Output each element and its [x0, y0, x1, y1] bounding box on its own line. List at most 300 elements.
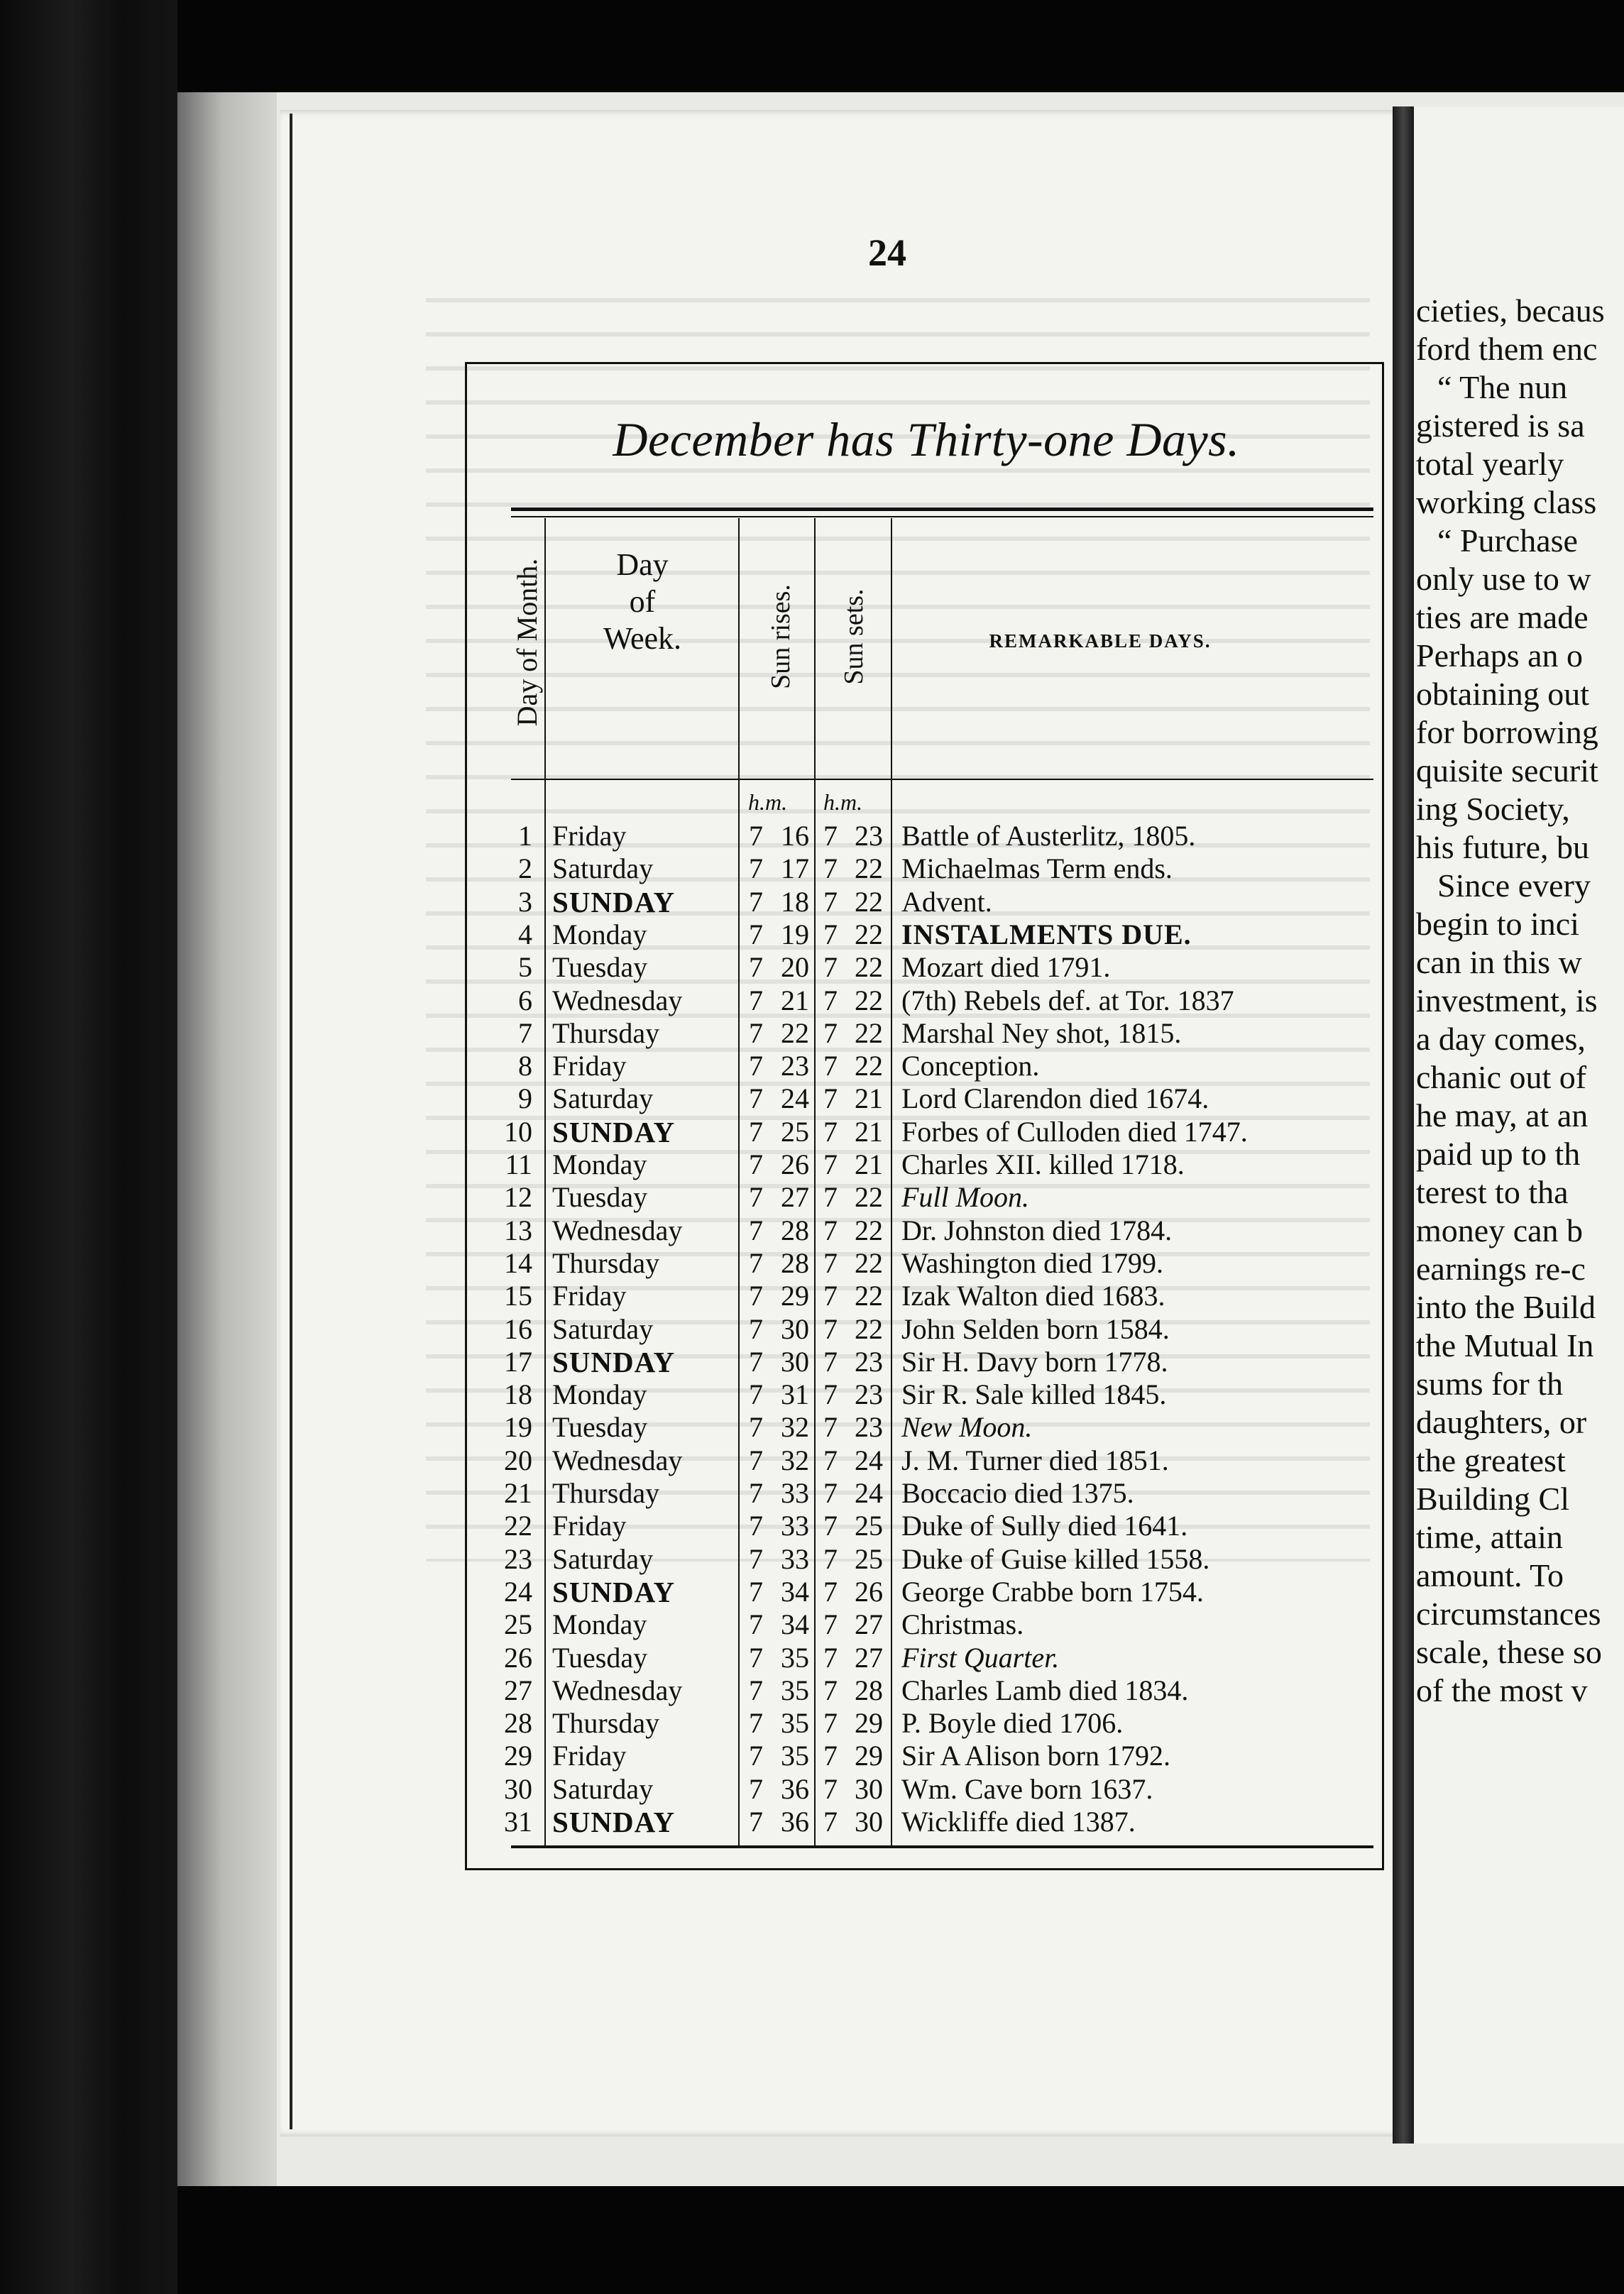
remarkable-day-cell: Lord Clarendon died 1674. [901, 1082, 1209, 1115]
right-page-line: circumstances [1416, 1596, 1601, 1632]
sunset-minute-cell: 29 [855, 1740, 883, 1772]
weekday-cell: Thursday [552, 1707, 660, 1740]
calendar-row [0, 918, 1624, 951]
sunset-hour-cell: 7 [823, 1082, 838, 1115]
sunrise-minute-cell: 20 [781, 951, 809, 984]
sunset-hour-cell: 7 [823, 820, 838, 852]
sunrise-hour-cell: 7 [749, 1016, 763, 1049]
weekday-cell: Wednesday [552, 1674, 683, 1706]
right-page-line: daughters, or [1416, 1404, 1587, 1440]
sunrise-minute-cell: 33 [781, 1510, 809, 1542]
sunrise-hour-cell: 7 [749, 820, 763, 852]
weekday-cell: Friday [552, 1280, 627, 1312]
sunset-minute-cell: 22 [855, 951, 883, 984]
sunrise-hour-cell: 7 [749, 1280, 763, 1312]
sunrise-hour-cell: 7 [749, 852, 763, 885]
right-page-line: paid up to th [1416, 1136, 1581, 1172]
calendar-row [0, 1773, 1624, 1806]
day-of-month-cell: 7 [518, 1016, 532, 1049]
header-bottom-rule [511, 779, 1373, 780]
day-of-month-cell: 16 [504, 1312, 532, 1345]
sunrise-minute-cell: 33 [781, 1477, 809, 1509]
weekday-cell: Saturday [552, 852, 654, 885]
remarkable-day-cell: P. Boyle died 1706. [901, 1707, 1124, 1740]
right-page-line: chanic out of [1416, 1059, 1587, 1095]
sunset-minute-cell: 22 [855, 852, 883, 885]
weekday-cell: Thursday [552, 1016, 660, 1049]
sunset-hour-cell: 7 [823, 1181, 838, 1214]
sunset-hour-cell: 7 [823, 1444, 838, 1476]
remarkable-day-cell: Izak Walton died 1683. [901, 1280, 1165, 1312]
sunset-hour-cell: 7 [823, 1772, 838, 1805]
sunset-minute-cell: 21 [855, 1082, 883, 1115]
right-page-line: Perhaps an o [1416, 637, 1584, 674]
calendar-row [0, 984, 1624, 1017]
sunset-minute-cell: 24 [855, 1444, 883, 1476]
day-of-month-cell: 22 [504, 1510, 532, 1542]
calendar-row [0, 1806, 1624, 1838]
right-page-line: ties are made [1416, 599, 1589, 635]
sunrise-hour-cell: 7 [749, 1148, 763, 1180]
sunset-hour-cell: 7 [823, 1674, 838, 1706]
sunset-hour-cell: 7 [823, 1707, 838, 1740]
day-of-month-cell: 23 [504, 1542, 532, 1575]
day-of-month-cell: 8 [518, 1050, 532, 1082]
day-of-month-cell: 25 [504, 1608, 532, 1641]
sunset-hour-cell: 7 [823, 1345, 838, 1378]
calendar-row [0, 1148, 1624, 1181]
sunset-hour-cell: 7 [823, 951, 838, 984]
sunrise-hour-cell: 7 [749, 984, 763, 1016]
sunrise-minute-cell: 27 [781, 1181, 809, 1214]
sunset-hour-cell: 7 [823, 1246, 838, 1279]
right-page-line: ing Society, [1416, 791, 1570, 827]
sunset-minute-cell: 22 [855, 1214, 883, 1246]
sunrise-hour-cell: 7 [749, 1740, 763, 1772]
sunrise-minute-cell: 29 [781, 1280, 809, 1312]
month-title: December has Thirty-one Days. [613, 412, 1240, 466]
sunrise-minute-cell: 35 [781, 1707, 809, 1740]
sunrise-hour-cell: 7 [749, 1806, 763, 1838]
header-dow-line: Week. [603, 621, 682, 656]
sunrise-hour-cell: 7 [749, 1345, 763, 1378]
right-page-line: working class [1416, 484, 1597, 520]
table-bottom-rule [511, 1845, 1373, 1848]
sunset-minute-cell: 27 [855, 1641, 883, 1674]
header-sun-rises: Sun rises. [766, 584, 796, 689]
sunrise-minute-cell: 28 [781, 1246, 809, 1279]
remarkable-day-cell: John Selden born 1584. [901, 1312, 1170, 1345]
header-day-of-week [554, 547, 731, 657]
day-of-month-cell: 31 [504, 1806, 532, 1838]
sunrise-minute-cell: 32 [781, 1411, 809, 1444]
sunrise-hour-cell: 7 [749, 951, 763, 984]
sunrise-hour-cell: 7 [749, 1772, 763, 1805]
sunset-hour-cell: 7 [823, 1740, 838, 1772]
header-rule-thick [511, 507, 1373, 511]
sunset-minute-cell: 25 [855, 1510, 883, 1542]
remarkable-day-cell: Dr. Johnston died 1784. [901, 1214, 1173, 1246]
sunset-hour-cell: 7 [823, 1214, 838, 1246]
sunrise-hour-cell: 7 [749, 1181, 763, 1214]
sunrise-hour-cell: 7 [749, 1542, 763, 1575]
day-of-month-cell: 28 [504, 1707, 532, 1740]
sunrise-minute-cell: 31 [781, 1378, 809, 1411]
sunrise-hour-cell: 7 [749, 1608, 763, 1641]
remarkable-day-cell: Sir R. Sale killed 1845. [901, 1378, 1167, 1411]
sunrise-hour-cell: 7 [749, 1477, 763, 1509]
remarkable-day-cell: Charles Lamb died 1834. [901, 1674, 1189, 1706]
sunrise-minute-cell: 30 [781, 1312, 809, 1345]
sunrise-hour-cell: 7 [749, 1575, 763, 1608]
right-page-line: earnings re-c [1416, 1251, 1586, 1287]
right-page-line: “ The nun [1437, 369, 1568, 405]
weekday-cell: Monday [552, 918, 647, 950]
sunrise-hour-cell: 7 [749, 1444, 763, 1476]
right-page-line: obtaining out [1416, 676, 1590, 712]
sunrise-minute-cell: 22 [781, 1016, 809, 1049]
sunrise-minute-cell: 28 [781, 1214, 809, 1246]
header-day-of-month: Day of Month. [511, 558, 543, 727]
day-of-month-cell: 29 [504, 1740, 532, 1772]
weekday-cell: Saturday [552, 1772, 654, 1805]
right-page-line: he may, at an [1416, 1097, 1589, 1134]
day-of-month-cell: 13 [504, 1214, 532, 1246]
day-of-month-cell: 18 [504, 1378, 532, 1411]
sunrise-minute-cell: 33 [781, 1542, 809, 1575]
sunrise-minute-cell: 19 [781, 918, 809, 950]
sunset-hour-cell: 7 [823, 1477, 838, 1509]
day-of-month-cell: 6 [518, 984, 532, 1016]
sunrise-minute-cell: 35 [781, 1674, 809, 1706]
right-page-line: time, attain [1416, 1519, 1563, 1555]
remarkable-day-cell: Wickliffe died 1387. [901, 1806, 1136, 1838]
remarkable-day-cell: Wm. Cave born 1637. [901, 1772, 1153, 1805]
day-of-month-cell: 12 [504, 1181, 532, 1214]
day-of-month-cell: 17 [504, 1345, 532, 1378]
weekday-cell: Saturday [552, 1312, 654, 1345]
right-page-line: into the Build [1416, 1289, 1596, 1325]
sunset-minute-cell: 23 [855, 820, 883, 852]
calendar-row [0, 1017, 1624, 1050]
right-page-line: amount. To [1416, 1557, 1564, 1593]
unit-label-rises: h.m. [748, 789, 788, 815]
sunrise-hour-cell: 7 [749, 1082, 763, 1115]
sunset-minute-cell: 22 [855, 885, 883, 918]
page-number: 24 [868, 231, 906, 274]
remarkable-day-cell: Sir A Alison born 1792. [901, 1740, 1170, 1772]
remarkable-day-cell: Charles XII. killed 1718. [901, 1148, 1185, 1180]
weekday-cell: Wednesday [552, 984, 683, 1016]
sunrise-minute-cell: 23 [781, 1050, 809, 1082]
sunrise-hour-cell: 7 [749, 918, 763, 950]
remarkable-day-cell: Mozart died 1791. [901, 951, 1111, 984]
calendar-row [0, 1181, 1624, 1214]
calendar-row [0, 886, 1624, 918]
right-page-line: Building Cl [1416, 1481, 1569, 1517]
header-remarkable-days: REMARKABLE DAYS. [989, 630, 1212, 652]
sunrise-hour-cell: 7 [749, 1214, 763, 1246]
sunrise-minute-cell: 30 [781, 1345, 809, 1378]
remarkable-day-cell: INSTALMENTS DUE. [901, 918, 1192, 950]
sunset-hour-cell: 7 [823, 1806, 838, 1838]
sunset-minute-cell: 23 [855, 1378, 883, 1411]
sunrise-hour-cell: 7 [749, 1641, 763, 1674]
sunrise-minute-cell: 34 [781, 1575, 809, 1608]
calendar-row [0, 1510, 1624, 1542]
calendar-row [0, 1313, 1624, 1346]
header-dow-line: of [629, 584, 656, 619]
remarkable-day-cell: J. M. Turner died 1851. [901, 1444, 1169, 1476]
day-of-month-cell: 1 [518, 820, 532, 852]
day-of-month-cell: 21 [504, 1477, 532, 1509]
calendar-row [0, 1346, 1624, 1378]
remarkable-day-cell: Washington died 1799. [901, 1246, 1163, 1279]
right-page-line: scale, these so [1416, 1634, 1602, 1670]
day-of-month-cell: 19 [504, 1411, 532, 1444]
day-of-month-cell: 3 [518, 885, 532, 918]
sunrise-minute-cell: 36 [781, 1806, 809, 1838]
right-page-line: a day comes, [1416, 1021, 1586, 1057]
right-page-line: gistered is sa [1416, 407, 1585, 444]
weekday-cell: Tuesday [552, 1181, 648, 1214]
sunset-minute-cell: 22 [855, 984, 883, 1016]
sunset-hour-cell: 7 [823, 918, 838, 950]
sunset-minute-cell: 22 [855, 1280, 883, 1312]
calendar-row [0, 1411, 1624, 1444]
sunset-hour-cell: 7 [823, 1378, 838, 1411]
day-of-month-cell: 9 [518, 1082, 532, 1115]
calendar-row [0, 1608, 1624, 1641]
weekday-cell: Friday [552, 1740, 627, 1772]
calendar-row [0, 1082, 1624, 1115]
day-of-month-cell: 24 [504, 1575, 532, 1608]
sunrise-minute-cell: 32 [781, 1444, 809, 1476]
right-page-line: cieties, becaus [1416, 292, 1605, 329]
calendar-row [0, 820, 1624, 852]
right-page-line: total yearly [1416, 446, 1564, 482]
day-of-month-cell: 30 [504, 1772, 532, 1805]
sunset-minute-cell: 23 [855, 1345, 883, 1378]
sunrise-minute-cell: 34 [781, 1608, 809, 1641]
weekday-cell: Wednesday [552, 1444, 683, 1476]
right-page-line: the Mutual In [1416, 1327, 1594, 1363]
sunrise-hour-cell: 7 [749, 1378, 763, 1411]
day-of-month-cell: 5 [518, 951, 532, 984]
calendar-row [0, 1214, 1624, 1247]
sunset-minute-cell: 25 [855, 1542, 883, 1575]
weekday-cell: Monday [552, 1378, 647, 1411]
calendar-row [0, 852, 1624, 885]
calendar-row [0, 1050, 1624, 1082]
sunrise-hour-cell: 7 [749, 1411, 763, 1444]
sunset-hour-cell: 7 [823, 1411, 838, 1444]
weekday-cell: Saturday [552, 1082, 654, 1115]
right-page-line: for borrowing [1416, 714, 1598, 750]
right-page-line: quisite securit [1416, 752, 1598, 789]
remarkable-day-cell: Sir H. Davy born 1778. [901, 1345, 1168, 1378]
day-of-month-cell: 15 [504, 1280, 532, 1312]
weekday-cell: Wednesday [552, 1214, 683, 1246]
header-rule-thin [511, 516, 1373, 517]
weekday-cell: Friday [552, 820, 627, 852]
sunrise-hour-cell: 7 [749, 1674, 763, 1706]
remarkable-day-cell: Boccacio died 1375. [901, 1477, 1134, 1509]
sunset-hour-cell: 7 [823, 1608, 838, 1641]
calendar-row [0, 1444, 1624, 1477]
weekday-cell: Friday [552, 1510, 627, 1542]
remarkable-day-cell: (7th) Rebels def. at Tor. 1837 [901, 984, 1234, 1016]
sunrise-hour-cell: 7 [749, 885, 763, 918]
header-sun-sets: Sun sets. [839, 588, 869, 685]
sunset-minute-cell: 22 [855, 1016, 883, 1049]
sunset-minute-cell: 29 [855, 1707, 883, 1740]
sunset-minute-cell: 22 [855, 1312, 883, 1345]
weekday-cell: SUNDAY [552, 1575, 676, 1608]
sunset-hour-cell: 7 [823, 1050, 838, 1082]
sunrise-minute-cell: 25 [781, 1115, 809, 1148]
sunset-hour-cell: 7 [823, 1510, 838, 1542]
calendar-row [0, 1642, 1624, 1674]
sunrise-hour-cell: 7 [749, 1115, 763, 1148]
sunset-minute-cell: 24 [855, 1477, 883, 1509]
weekday-cell: SUNDAY [552, 1345, 676, 1378]
sunset-minute-cell: 23 [855, 1411, 883, 1444]
calendar-row [0, 951, 1624, 984]
sunset-minute-cell: 21 [855, 1148, 883, 1180]
remarkable-day-cell: Full Moon. [901, 1181, 1029, 1214]
remarkable-day-cell: George Crabbe born 1754. [901, 1575, 1204, 1608]
sunset-hour-cell: 7 [823, 885, 838, 918]
right-page-line: Since every [1437, 867, 1591, 904]
remarkable-day-cell: Michaelmas Term ends. [901, 852, 1173, 885]
sunrise-minute-cell: 18 [781, 885, 809, 918]
remarkable-day-cell: Forbes of Culloden died 1747. [901, 1115, 1248, 1148]
sunset-hour-cell: 7 [823, 1115, 838, 1148]
sunset-hour-cell: 7 [823, 984, 838, 1016]
calendar-row [0, 1378, 1624, 1411]
sunset-minute-cell: 22 [855, 1246, 883, 1279]
day-of-month-cell: 20 [504, 1444, 532, 1476]
weekday-cell: Monday [552, 1148, 647, 1180]
calendar-row [0, 1740, 1624, 1772]
weekday-cell: Tuesday [552, 1641, 648, 1674]
right-page-line: money can b [1416, 1212, 1584, 1248]
sunrise-minute-cell: 17 [781, 852, 809, 885]
sunrise-hour-cell: 7 [749, 1246, 763, 1279]
sunrise-hour-cell: 7 [749, 1707, 763, 1740]
sunrise-minute-cell: 26 [781, 1148, 809, 1180]
sunrise-hour-cell: 7 [749, 1050, 763, 1082]
header-dow-line: Day [616, 547, 669, 582]
weekday-cell: SUNDAY [552, 1115, 676, 1148]
day-of-month-cell: 26 [504, 1641, 532, 1674]
calendar-row [0, 1116, 1624, 1148]
sunset-hour-cell: 7 [823, 1312, 838, 1345]
sunrise-minute-cell: 24 [781, 1082, 809, 1115]
weekday-cell: Saturday [552, 1542, 654, 1575]
sunrise-hour-cell: 7 [749, 1510, 763, 1542]
right-page-line: ford them enc [1416, 331, 1598, 367]
sunset-minute-cell: 28 [855, 1674, 883, 1706]
right-page-line: only use to w [1416, 561, 1591, 597]
sunrise-hour-cell: 7 [749, 1312, 763, 1345]
sunset-hour-cell: 7 [823, 1542, 838, 1575]
right-page-line: the greatest [1416, 1442, 1566, 1478]
weekday-cell: Tuesday [552, 951, 648, 984]
sunset-hour-cell: 7 [823, 852, 838, 885]
right-page-line: terest to tha [1416, 1174, 1569, 1210]
sunset-minute-cell: 26 [855, 1575, 883, 1608]
sunrise-minute-cell: 21 [781, 984, 809, 1016]
day-of-month-cell: 27 [504, 1674, 532, 1706]
calendar-row [0, 1707, 1624, 1740]
remarkable-day-cell: Marshal Ney shot, 1815. [901, 1016, 1182, 1049]
calendar-row [0, 1247, 1624, 1280]
calendar-row [0, 1576, 1624, 1608]
remarkable-day-cell: Christmas. [901, 1608, 1024, 1641]
sunset-minute-cell: 22 [855, 1181, 883, 1214]
remarkable-day-cell: First Quarter. [901, 1641, 1060, 1674]
day-of-month-cell: 11 [505, 1148, 532, 1180]
sunrise-minute-cell: 35 [781, 1740, 809, 1772]
sunset-hour-cell: 7 [823, 1280, 838, 1312]
day-of-month-cell: 4 [518, 918, 532, 950]
day-of-month-cell: 14 [504, 1246, 532, 1279]
sunset-hour-cell: 7 [823, 1148, 838, 1180]
right-page-line: begin to inci [1416, 906, 1579, 942]
calendar-row [0, 1280, 1624, 1312]
sunrise-minute-cell: 36 [781, 1772, 809, 1805]
day-of-month-cell: 2 [518, 852, 532, 885]
remarkable-day-cell: Advent. [901, 885, 992, 918]
remarkable-day-cell: Duke of Guise killed 1558. [901, 1542, 1210, 1575]
right-page-line: sums for th [1416, 1366, 1563, 1402]
weekday-cell: Tuesday [552, 1411, 648, 1444]
calendar-row [0, 1674, 1624, 1707]
weekday-cell: SUNDAY [552, 885, 676, 918]
calendar-row [0, 1543, 1624, 1576]
right-page-line: investment, is [1416, 982, 1598, 1019]
unit-label-sets: h.m. [823, 789, 863, 815]
sunset-hour-cell: 7 [823, 1641, 838, 1674]
weekday-cell: SUNDAY [552, 1806, 676, 1838]
remarkable-day-cell: Battle of Austerlitz, 1805. [901, 820, 1196, 852]
day-of-month-cell: 10 [504, 1115, 532, 1148]
weekday-cell: Friday [552, 1050, 627, 1082]
sunset-hour-cell: 7 [823, 1575, 838, 1608]
right-page-line: can in this w [1416, 944, 1582, 980]
weekday-cell: Monday [552, 1608, 647, 1641]
sunset-hour-cell: 7 [823, 1016, 838, 1049]
right-page-line: “ Purchase [1437, 522, 1578, 559]
right-page-line: his future, bu [1416, 829, 1590, 865]
calendar-row [0, 1477, 1624, 1510]
sunrise-minute-cell: 35 [781, 1641, 809, 1674]
remarkable-day-cell: Duke of Sully died 1641. [901, 1510, 1188, 1542]
sunset-minute-cell: 30 [855, 1772, 883, 1805]
remarkable-day-cell: New Moon. [901, 1411, 1033, 1444]
sunset-minute-cell: 22 [855, 918, 883, 950]
sunrise-minute-cell: 16 [781, 820, 809, 852]
remarkable-day-cell: Conception. [901, 1050, 1040, 1082]
right-page-line: of the most v [1416, 1672, 1588, 1708]
weekday-cell: Thursday [552, 1246, 660, 1279]
sunset-minute-cell: 22 [855, 1050, 883, 1082]
weekday-cell: Thursday [552, 1477, 660, 1509]
sunset-minute-cell: 30 [855, 1806, 883, 1838]
sunset-minute-cell: 21 [855, 1115, 883, 1148]
